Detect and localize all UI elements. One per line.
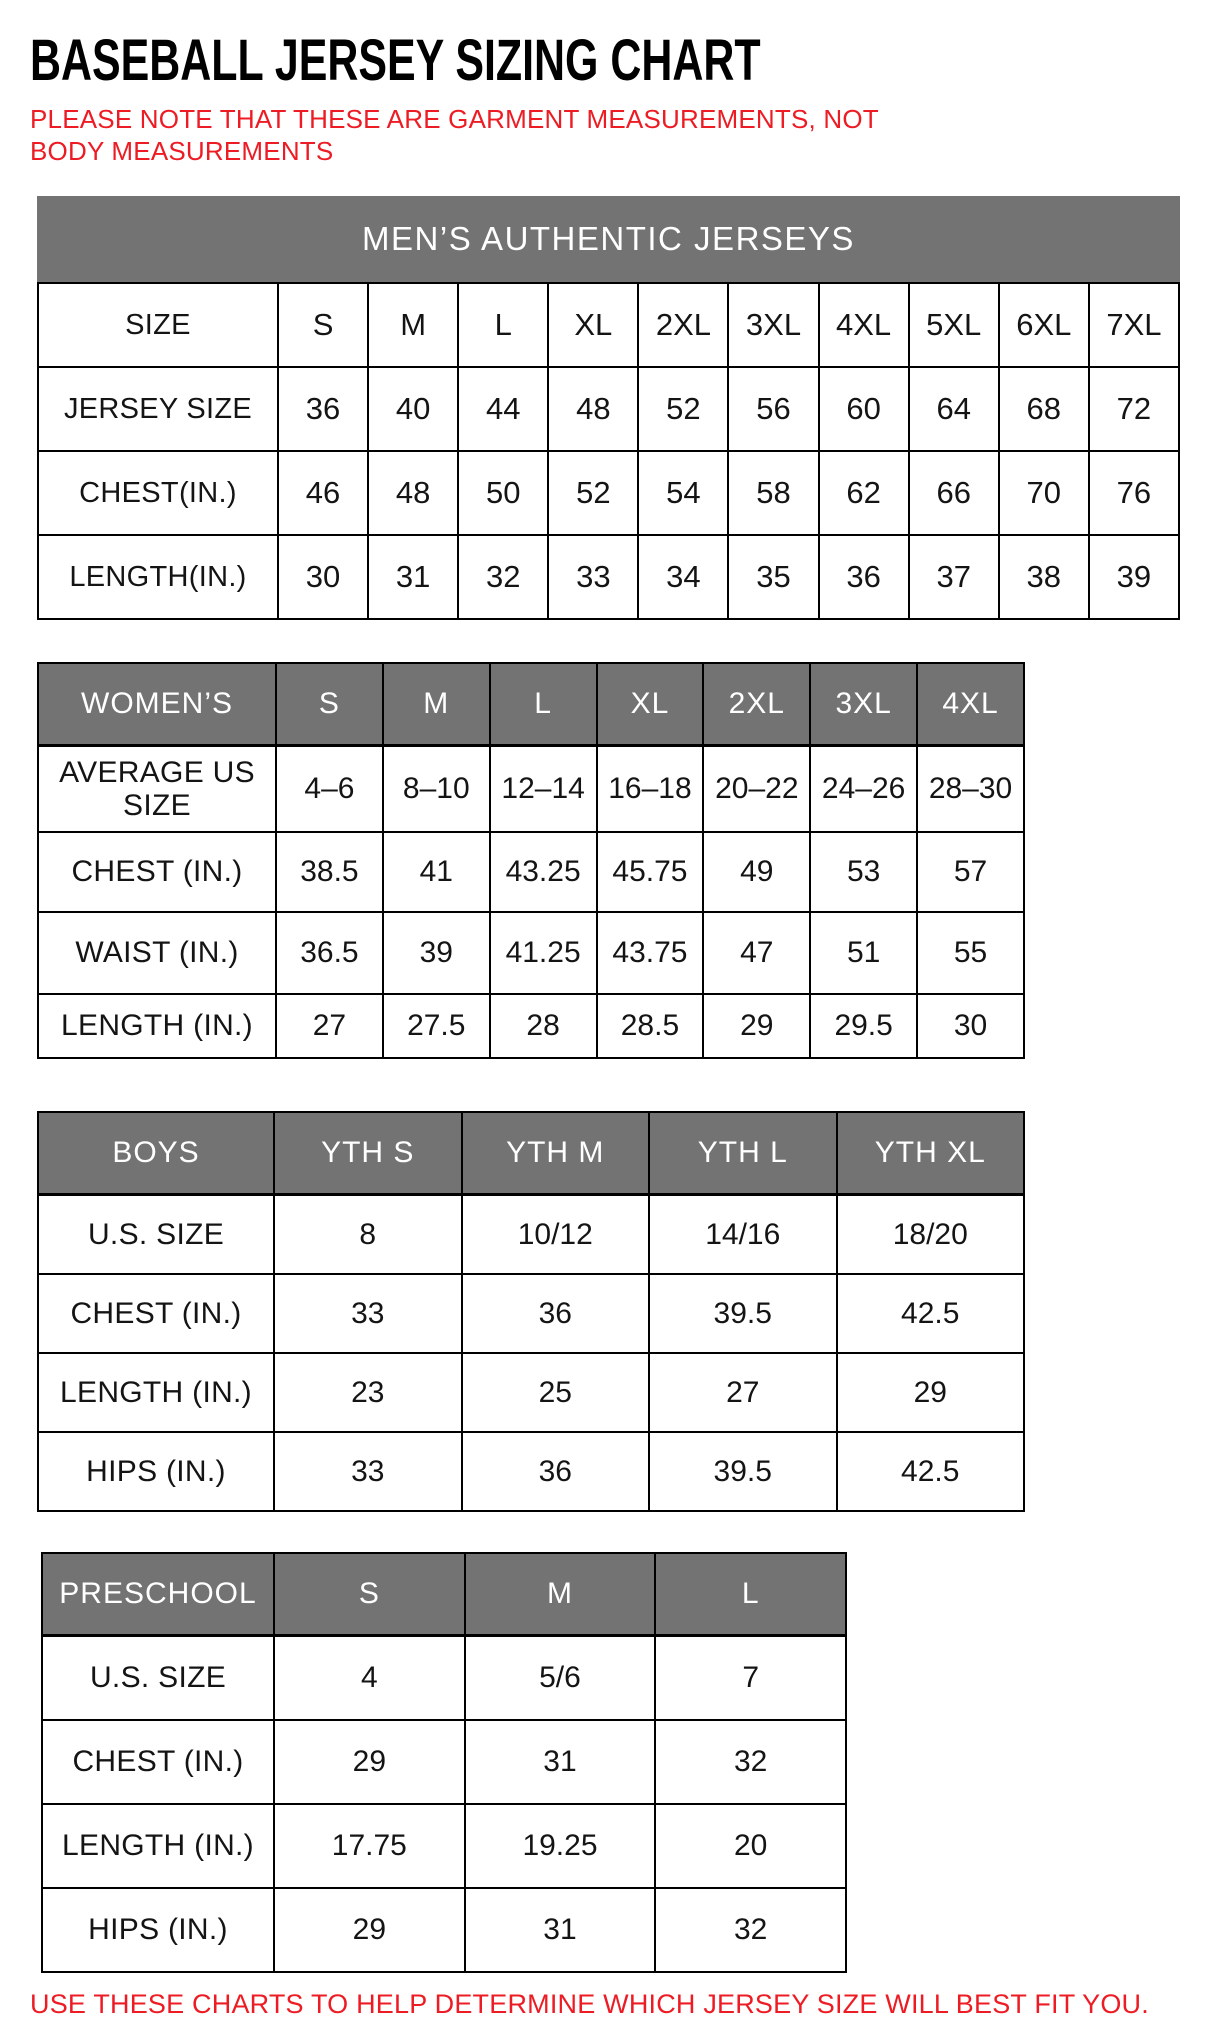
preschool-header-row xyxy=(42,1553,846,1636)
table-header-cell: 2XL xyxy=(703,663,810,746)
table-cell: 32 xyxy=(655,1720,846,1804)
row-label: SIZE xyxy=(38,283,278,367)
table-cell: 20–22 xyxy=(703,746,810,833)
table-header-label: PRESCHOOL xyxy=(42,1553,274,1636)
table-header-label: WOMEN’S xyxy=(38,663,276,746)
table-cell: 2XL xyxy=(638,283,728,367)
table-cell: 36 xyxy=(819,535,909,619)
table-header-cell: L xyxy=(655,1553,846,1636)
table-header-cell: XL xyxy=(597,663,704,746)
table-header-cell: S xyxy=(276,663,383,746)
table-header-label: BOYS xyxy=(38,1112,274,1195)
womens-header-row xyxy=(38,663,1024,746)
table-cell: S xyxy=(278,283,368,367)
table-cell: 27.5 xyxy=(383,994,490,1058)
table-cell: 60 xyxy=(819,367,909,451)
table-cell: 25 xyxy=(462,1353,650,1432)
table-header-cell: 3XL xyxy=(810,663,917,746)
row-label: U.S. SIZE xyxy=(38,1195,274,1275)
table-cell: XL xyxy=(548,283,638,367)
table-cell: 48 xyxy=(548,367,638,451)
row-label: LENGTH(IN.) xyxy=(38,535,278,619)
table-cell: 6XL xyxy=(999,283,1089,367)
table-cell: 42.5 xyxy=(837,1274,1025,1353)
table-cell: 36.5 xyxy=(276,912,383,994)
table-header-cell: YTH M xyxy=(462,1112,650,1195)
table-cell: 38.5 xyxy=(276,832,383,912)
row-label: WAIST (IN.) xyxy=(38,912,276,994)
table-cell: 44 xyxy=(458,367,548,451)
table-cell: 55 xyxy=(917,912,1024,994)
table-cell: 18/20 xyxy=(837,1195,1025,1275)
table-header-cell: YTH S xyxy=(274,1112,462,1195)
table-cell: 3XL xyxy=(728,283,818,367)
table-cell: 33 xyxy=(274,1432,462,1511)
table-cell: 7 xyxy=(655,1636,846,1721)
table-row xyxy=(42,1636,846,1721)
table-cell: 58 xyxy=(728,451,818,535)
womens-table xyxy=(37,662,1025,1059)
table-cell: 41 xyxy=(383,832,490,912)
table-row xyxy=(38,994,1024,1058)
table-cell: 4–6 xyxy=(276,746,383,833)
table-cell: 31 xyxy=(465,1888,656,1972)
table-cell: 30 xyxy=(917,994,1024,1058)
table-cell: 46 xyxy=(278,451,368,535)
table-row xyxy=(38,451,1179,535)
table-cell: 47 xyxy=(703,912,810,994)
table-cell: 10/12 xyxy=(462,1195,650,1275)
row-label: AVERAGE US SIZE xyxy=(38,746,276,833)
mens-section xyxy=(37,196,1180,620)
table-cell: 8–10 xyxy=(383,746,490,833)
table-cell: 52 xyxy=(548,451,638,535)
table-cell: 5/6 xyxy=(465,1636,656,1721)
table-cell: 29 xyxy=(274,1888,465,1972)
table-cell: 76 xyxy=(1089,451,1179,535)
table-cell: 33 xyxy=(548,535,638,619)
table-cell: 39 xyxy=(383,912,490,994)
boys-header-row xyxy=(38,1112,1024,1195)
table-cell: 51 xyxy=(810,912,917,994)
table-cell: 32 xyxy=(655,1888,846,1972)
table-header-cell: M xyxy=(465,1553,656,1636)
table-cell: 31 xyxy=(368,535,458,619)
row-label: JERSEY SIZE xyxy=(38,367,278,451)
table-cell: 64 xyxy=(909,367,999,451)
row-label: U.S. SIZE xyxy=(42,1636,274,1721)
table-cell: 29.5 xyxy=(810,994,917,1058)
table-cell: 62 xyxy=(819,451,909,535)
table-cell: 23 xyxy=(274,1353,462,1432)
table-row xyxy=(38,367,1179,451)
table-cell: 36 xyxy=(462,1274,650,1353)
table-cell: 36 xyxy=(462,1432,650,1511)
table-row xyxy=(38,1353,1024,1432)
table-cell: 31 xyxy=(465,1720,656,1804)
row-label: CHEST (IN.) xyxy=(38,832,276,912)
table-row xyxy=(38,1195,1024,1275)
row-label: HIPS (IN.) xyxy=(38,1432,274,1511)
table-cell: 42.5 xyxy=(837,1432,1025,1511)
table-header-cell: YTH L xyxy=(649,1112,837,1195)
table-cell: 7XL xyxy=(1089,283,1179,367)
table-cell: 20 xyxy=(655,1804,846,1888)
table-cell: 30 xyxy=(278,535,368,619)
table-cell: 57 xyxy=(917,832,1024,912)
table-cell: 17.75 xyxy=(274,1804,465,1888)
mens-table-title: MEN’S AUTHENTIC JERSEYS xyxy=(37,196,1180,282)
table-cell: 54 xyxy=(638,451,728,535)
table-cell: 38 xyxy=(999,535,1089,619)
mens-table xyxy=(37,282,1180,620)
table-row xyxy=(38,912,1024,994)
table-cell: 37 xyxy=(909,535,999,619)
table-header-cell: 4XL xyxy=(917,663,1024,746)
table-cell: 45.75 xyxy=(597,832,704,912)
table-cell: 53 xyxy=(810,832,917,912)
table-cell: 70 xyxy=(999,451,1089,535)
table-cell: 68 xyxy=(999,367,1089,451)
table-cell: 29 xyxy=(837,1353,1025,1432)
table-cell: 41.25 xyxy=(490,912,597,994)
table-cell: 19.25 xyxy=(465,1804,656,1888)
table-row xyxy=(38,1432,1024,1511)
table-cell: 4XL xyxy=(819,283,909,367)
table-row xyxy=(38,832,1024,912)
table-cell: 32 xyxy=(458,535,548,619)
table-header-cell: M xyxy=(383,663,490,746)
table-row xyxy=(42,1888,846,1972)
table-cell: 52 xyxy=(638,367,728,451)
row-label: CHEST (IN.) xyxy=(42,1720,274,1804)
garment-measurements-note: PLEASE NOTE THAT THESE ARE GARMENT MEASUREMENTS, NOT BODY MEASUREMENTS xyxy=(30,103,879,167)
table-cell: 8 xyxy=(274,1195,462,1275)
table-cell: 66 xyxy=(909,451,999,535)
table-header-cell: L xyxy=(490,663,597,746)
table-cell: 28 xyxy=(490,994,597,1058)
table-cell: 28.5 xyxy=(597,994,704,1058)
row-label: LENGTH (IN.) xyxy=(42,1804,274,1888)
fit-advice-footer: USE THESE CHARTS TO HELP DETERMINE WHICH JERSEY SIZE WILL BEST FIT YOU. xyxy=(30,1989,1149,2020)
table-header-cell: YTH XL xyxy=(837,1112,1025,1195)
table-cell: 27 xyxy=(649,1353,837,1432)
table-cell: L xyxy=(458,283,548,367)
table-cell: 33 xyxy=(274,1274,462,1353)
row-label: LENGTH (IN.) xyxy=(38,1353,274,1432)
page-title: BASEBALL JERSEY SIZING CHART xyxy=(30,28,761,93)
table-cell: 50 xyxy=(458,451,548,535)
boys-table xyxy=(37,1111,1025,1512)
row-label: LENGTH (IN.) xyxy=(38,994,276,1058)
table-cell: 34 xyxy=(638,535,728,619)
table-cell: 29 xyxy=(274,1720,465,1804)
table-cell: 35 xyxy=(728,535,818,619)
table-cell: 48 xyxy=(368,451,458,535)
table-cell: M xyxy=(368,283,458,367)
row-label: HIPS (IN.) xyxy=(42,1888,274,1972)
table-row xyxy=(42,1804,846,1888)
table-cell: 49 xyxy=(703,832,810,912)
table-header-cell: S xyxy=(274,1553,465,1636)
table-cell: 36 xyxy=(278,367,368,451)
table-cell: 39.5 xyxy=(649,1274,837,1353)
table-cell: 29 xyxy=(703,994,810,1058)
table-cell: 14/16 xyxy=(649,1195,837,1275)
table-cell: 56 xyxy=(728,367,818,451)
table-row xyxy=(38,283,1179,367)
table-cell: 40 xyxy=(368,367,458,451)
table-cell: 43.75 xyxy=(597,912,704,994)
table-cell: 27 xyxy=(276,994,383,1058)
row-label: CHEST(IN.) xyxy=(38,451,278,535)
table-row xyxy=(38,1274,1024,1353)
table-row xyxy=(42,1720,846,1804)
table-row xyxy=(38,535,1179,619)
table-cell: 39 xyxy=(1089,535,1179,619)
table-cell: 28–30 xyxy=(917,746,1024,833)
preschool-table xyxy=(41,1552,847,1973)
row-label: CHEST (IN.) xyxy=(38,1274,274,1353)
table-row xyxy=(38,746,1024,833)
table-cell: 39.5 xyxy=(649,1432,837,1511)
table-cell: 43.25 xyxy=(490,832,597,912)
table-cell: 16–18 xyxy=(597,746,704,833)
table-cell: 24–26 xyxy=(810,746,917,833)
table-cell: 72 xyxy=(1089,367,1179,451)
table-cell: 5XL xyxy=(909,283,999,367)
table-cell: 4 xyxy=(274,1636,465,1721)
table-cell: 12–14 xyxy=(490,746,597,833)
